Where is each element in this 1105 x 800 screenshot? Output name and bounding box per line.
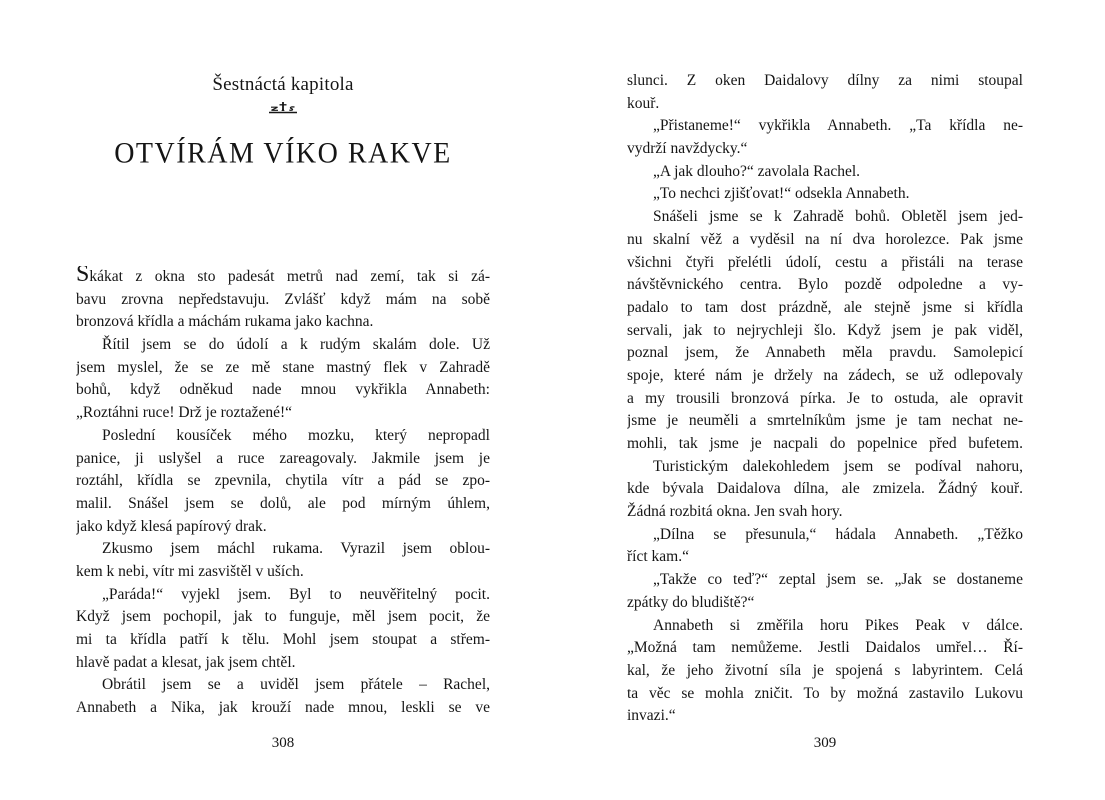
text-line: slunci. Z oken Daidalovy dílny za nimi stoupal bbox=[627, 72, 1023, 89]
text-line: všichni čtyři přelétli údolí, cestu a přistáli na terase bbox=[627, 253, 1023, 271]
text-line: kem k nebi, vítr mi zasvištěl v uších. bbox=[76, 562, 304, 580]
text-line: servali, jak to nejrychleji šlo. Když jsem je pak viděl, bbox=[627, 321, 1023, 339]
right-page-number: 309 bbox=[813, 735, 837, 751]
text-line: Žádná rozbitá okna. Jen svah hory. bbox=[627, 503, 843, 521]
text-line: Skákat z okna sto padesát metrů nad zemí, tak si zá- bbox=[76, 266, 490, 289]
text-line: „A jak dlouho?“ zavolala Rachel. bbox=[653, 162, 861, 180]
text-line: „Dílna se přesunula,“ hádala Annabeth. „Těžko bbox=[653, 525, 1023, 543]
text-line: Snášeli jsme se k Zahradě bohů. Obletěl jsem jed- bbox=[653, 208, 1023, 226]
text-line: Annabeth a Nika, jak krouží nade mnou, leskli se ve bbox=[76, 699, 490, 717]
right-page-text bbox=[627, 70, 1023, 728]
text-line: jsme je neuměli a smrtelníkům jsme je tam nechat ne- bbox=[627, 412, 1023, 430]
left-page-text bbox=[76, 266, 490, 720]
text-line: říct kam.“ bbox=[627, 548, 689, 566]
text-line: vydrží navždycky.“ bbox=[627, 140, 748, 158]
text-line: bohů, když odněkud nade mnou vykřikla Annabeth: bbox=[76, 381, 490, 399]
text-line: hlavě padat a klesat, jak jsem chtěl. bbox=[76, 653, 296, 671]
sword-ornament-icon bbox=[265, 102, 301, 119]
chapter-ornament bbox=[76, 101, 490, 120]
text-line: roztáhl, křídla se zpevnila, chytila vítr a pád se zpo- bbox=[76, 472, 490, 490]
text-line: bavu zrovna nepředstavuju. Zvlášť když mám na sobě bbox=[76, 290, 490, 308]
text-line: Turistickým dalekohledem jsem se podíval nahoru, bbox=[653, 457, 1023, 475]
text-line: „Přistaneme!“ vykřikla Annabeth. „Ta křídla ne- bbox=[653, 117, 1023, 135]
text-line: kouř. bbox=[627, 94, 660, 112]
text-line: „Takže co teď?“ zeptal jsem se. „Jak se dostaneme bbox=[653, 571, 1023, 589]
text-line: invazi.“ bbox=[627, 707, 676, 725]
chapter-title: OTVÍRÁM VÍKO RAKVE bbox=[114, 137, 452, 170]
text-line: ta věc se mohla zničit. To by možná zastavilo Lukovu bbox=[627, 684, 1023, 702]
drop-cap-letter: S bbox=[76, 266, 90, 287]
text-line: návštěvnického centra. Bylo pozdě odpoledne a vy- bbox=[627, 276, 1023, 294]
left-page bbox=[76, 0, 490, 800]
text-line: jsem myslel, že se ze mě stane mastný flek v Zahradě bbox=[76, 358, 490, 376]
text-line: Řítil jsem se do údolí a k rudým skalám dole. Už bbox=[102, 336, 490, 354]
text-line: nu skalní věž a vyděsil na ní dva horolezce. Pak jsme bbox=[627, 230, 1023, 248]
right-page bbox=[627, 0, 1023, 800]
text-line: Obrátil jsem se a uviděl jsem přátele – Rachel, bbox=[102, 676, 490, 694]
text-line: Zkusmo jsem máchl rukama. Vyrazil jsem oblou- bbox=[102, 540, 490, 558]
text-line: „Paráda!“ vyjekl jsem. Byl to neuvěřitelný pocit. bbox=[102, 585, 490, 603]
text-line: „Možná tam nemůžeme. Jestli Daidalos umřel… Ří- bbox=[627, 639, 1023, 657]
text-line: Když jsem pochopil, jak to funguje, měl jsem pocit, že bbox=[76, 608, 490, 626]
text-line: kde bývala Daidalova dílna, ale zmizela. Žádný kouř. bbox=[627, 480, 1023, 498]
text-line: kal, že jeho životní síla je spojená s labyrintem. Celá bbox=[627, 661, 1023, 679]
text-line: panice, ji uslyšel a ruce zareagovaly. Jakmile jsem je bbox=[76, 449, 490, 467]
text-line: bronzová křídla a máchám rukama jako kachna. bbox=[76, 313, 374, 331]
left-page-number: 308 bbox=[271, 735, 295, 751]
text-line: padalo to tam dost prázdně, ale stejně jsme si křídla bbox=[627, 298, 1023, 316]
text-line: mohli, tak jsme je nacpali do popelnice před bufetem. bbox=[627, 435, 1023, 452]
text-line: mi ta křídla patří k tělu. Mohl jsem stoupat a střem- bbox=[76, 631, 490, 648]
text-line: Annabeth si změřila horu Pikes Peak v dálce. bbox=[653, 616, 1023, 634]
chapter-heading: Šestnáctá kapitola bbox=[212, 74, 354, 95]
text-line: malil. Snášel jsem se dolů, ale pod mírným úhlem, bbox=[76, 494, 490, 512]
text-line: zpátky do bludiště?“ bbox=[627, 593, 755, 611]
text-line: Poslední kousíček mého mozku, který nepropadl bbox=[102, 426, 490, 444]
text-line: „To nechci zjišťovat!“ odsekla Annabeth. bbox=[653, 185, 910, 203]
text-line: spoje, které nám je držely na zádech, se už odlepovaly bbox=[627, 366, 1023, 384]
text-line: „Roztáhni ruce! Drž je roztažené!“ bbox=[76, 404, 293, 422]
text-line: poznal jsem, že Annabeth měla pravdu. Samolepicí bbox=[627, 344, 1023, 362]
text-line: jako když klesá papírový drak. bbox=[76, 517, 267, 535]
text-line: a my trousili bronzová pírka. Je to ostuda, ale opravit bbox=[627, 389, 1023, 407]
